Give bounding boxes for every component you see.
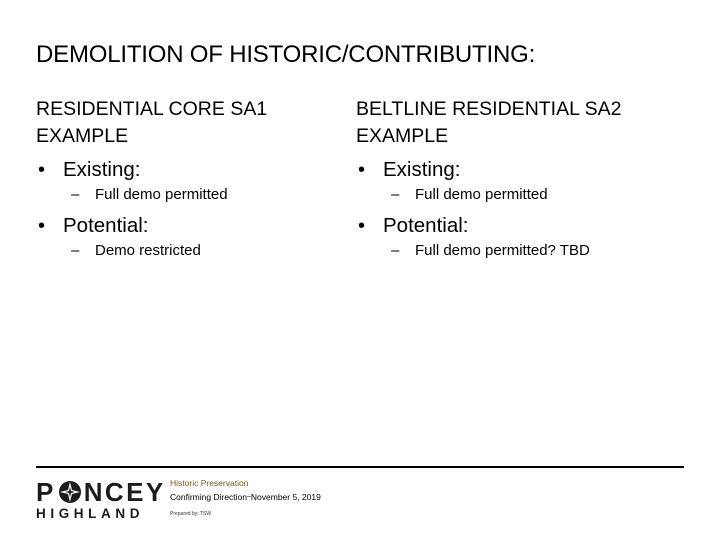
footer-separator: – [247,493,251,500]
footer-date: November 5, 2019 [250,492,321,502]
slide-title: DEMOLITION OF HISTORIC/CONTRIBUTING: [36,41,536,68]
bullet-label: Potential: [383,214,469,237]
sub-item-text: Demo restricted [95,242,201,259]
bullet-icon: • [38,215,46,237]
sub-item [383,240,656,262]
bullet-list [356,156,656,262]
column-heading-line2: EXAMPLE [356,125,449,147]
sub-list [383,240,656,262]
footer-subtitle-line [170,491,321,503]
sub-item [63,184,336,206]
sub-item-text: Full demo permitted [95,186,228,203]
bullet-label: Existing: [63,158,141,181]
compass-star-icon [58,480,82,504]
sub-item-text: Full demo permitted [415,186,548,203]
sub-item-text: Full demo permitted? TBD [415,242,590,259]
column-heading [356,96,656,150]
bullet-item [356,156,656,206]
bullet-item [36,156,336,206]
sub-list [63,184,336,206]
sub-item [383,184,656,206]
column-heading-line1: RESIDENTIAL CORE SA1 [36,98,268,120]
logo-letters-ncey: NCEY [83,477,166,507]
footer-subtitle: Confirming Direction [170,492,247,502]
poncey-highland-logo [36,478,166,521]
dash-icon: – [391,186,400,203]
column-heading-line1: BELTLINE RESIDENTIAL SA2 [356,98,622,120]
footer-section-title: Historic Preservation [170,478,249,488]
sub-item [63,240,336,262]
column-beltline-residential [356,96,656,262]
bullet-list [36,156,336,262]
column-heading-line2: EXAMPLE [36,125,129,147]
column-heading [36,96,336,150]
sub-list [383,184,656,206]
bullet-item [36,212,336,262]
logo-wordmark-bottom: HIGHLAND [36,506,145,521]
footer-divider [36,466,684,468]
bullet-item [356,212,656,262]
footer-meta [170,478,321,518]
bullet-icon: • [358,215,366,237]
bullet-icon: • [358,159,366,181]
bullet-label: Potential: [63,214,149,237]
bullet-icon: • [38,159,46,181]
dash-icon: – [391,242,400,259]
footer-prepared-by: Prepared by: TSW [170,511,212,517]
dash-icon: – [71,186,80,203]
sub-list [63,240,336,262]
bullet-label: Existing: [383,158,461,181]
logo-letter-p: P [36,477,56,507]
column-residential-core [36,96,336,262]
dash-icon: – [71,242,80,259]
logo-wordmark-top [36,478,166,506]
